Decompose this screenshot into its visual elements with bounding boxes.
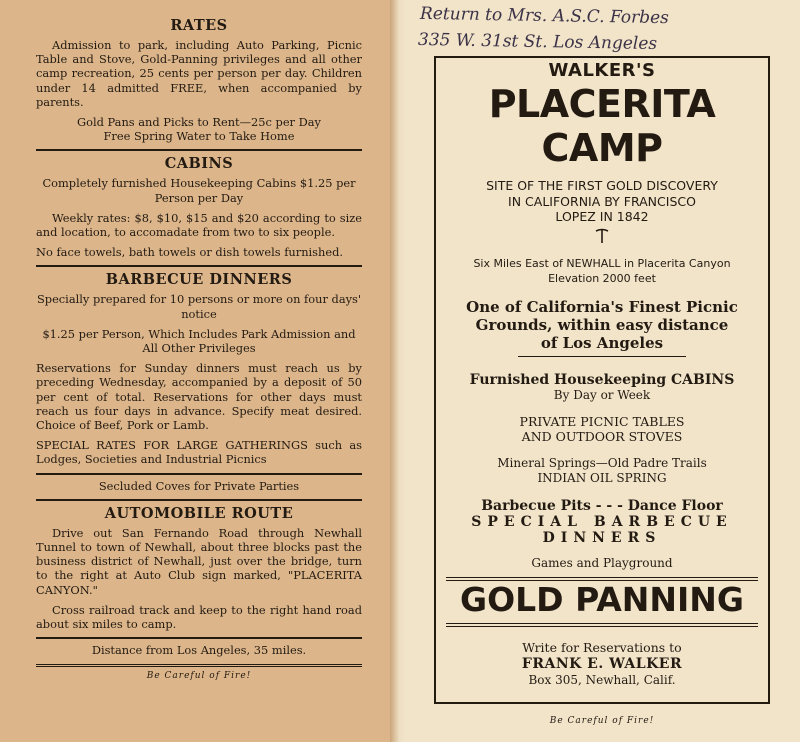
picnic-line: PRIVATE PICNIC TABLES <box>519 414 685 429</box>
route-heading: AUTOMOBILE ROUTE <box>104 504 294 522</box>
dinners-line: DINNERS <box>542 530 662 546</box>
handwritten-address-line: 335 W. 31st St. Los Angeles <box>417 29 658 55</box>
oil-spring-line: INDIAN OIL SPRING <box>537 471 667 485</box>
rates-admission-text: Admission to park, including Auto Parking, Picnic Table and Stove, Gold-Panning privileges and all other camp recreation, 25 cents per person per day. Children under 14 admitted FREE, when accompanied by parents. <box>36 38 362 109</box>
handwritten-return-line: Return to Mrs. A.S.C. Forbes <box>419 3 670 29</box>
elevation-line: Elevation 2000 feet <box>548 272 656 285</box>
rates-heading: RATES <box>170 17 228 34</box>
divider <box>36 149 362 151</box>
frank-walker-name: FRANK E. WALKER <box>521 656 683 672</box>
finest-picnic-text <box>434 298 770 352</box>
camp-title: CAMP <box>541 126 663 170</box>
picnic-line: AND OUTDOOR STOVES <box>521 429 683 444</box>
finest-line: One of California's Finest Picnic <box>466 298 738 316</box>
divider <box>36 499 362 501</box>
cabins-callout <box>434 372 770 402</box>
route-directions-text: Drive out San Fernando Road through Newhall Tunnel to town of Newhall, about three blocks past the business district of Newhall, just over the bridge, turn to the right at Auto Club sign marked, "PLACERITA CANYON." <box>36 525 362 597</box>
gold-panning-title: GOLD PANNING <box>460 580 744 619</box>
site-line: SITE OF THE FIRST GOLD DISCOVERY <box>486 178 718 193</box>
left-panel <box>0 0 392 742</box>
barbecue-price-text: $1.25 per Person, Which Includes Park Admission and All Other Privileges <box>42 326 356 356</box>
barbecue-heading: BARBECUE DINNERS <box>105 271 293 289</box>
finest-line: Grounds, within easy distance <box>475 316 729 334</box>
rates-gold-pans-text: Gold Pans and Picks to Rent—25c per Day <box>77 115 321 130</box>
gold-pan-icon <box>434 228 770 248</box>
finest-line: of Los Angeles <box>540 334 664 352</box>
route-railroad-text: Cross railroad track and keep to the right hand road about six miles to camp. <box>36 602 362 632</box>
divider <box>36 265 362 267</box>
placerita-title: PLACERITA <box>488 82 716 126</box>
games-line: Games and Playground <box>531 556 673 570</box>
springs-text <box>434 456 770 486</box>
barbecue-notice-text: Specially prepared for 10 persons or more on four days' notice <box>36 292 362 321</box>
location-line: Six Miles East of NEWHALL in Placerita Canyon <box>473 257 731 270</box>
cabins-towels-text: No face towels, bath towels or dish towels furnished. <box>36 245 344 260</box>
barbecue-reservations-text: Reservations for Sunday dinners must reach us by preceding Wednesday, accompanied by a deposit of 50 per cent of total. Reservations for other days must reach us four days in advance. Specify meat desired. Choice of Beef, Pork or Lamb. <box>36 361 362 433</box>
write-reservations-line: Write for Reservations to <box>522 640 682 655</box>
divider <box>36 664 362 667</box>
special-barbecue-line: SPECIAL BARBECUE <box>471 514 733 530</box>
address-line: Box 305, Newhall, Calif. <box>528 673 676 687</box>
barbecue-special-rates-text: SPECIAL RATES FOR LARGE GATHERINGS such as Lodges, Societies and Industrial Picnics <box>36 438 362 467</box>
barbecue-pits-line: Barbecue Pits - - - Dance Floor <box>481 498 723 514</box>
picnic-tables-text <box>434 414 770 444</box>
by-day-line: By Day or Week <box>553 388 651 402</box>
cabins-weekly-text: Weekly rates: $8, $10, $15 and $20 according to size and location, to accomadate from two to six people. <box>36 210 362 240</box>
furnished-cabins-line: Furnished Housekeeping CABINS <box>469 372 735 388</box>
site-line: IN CALIFORNIA BY FRANCISCO <box>508 193 696 209</box>
site-line: LOPEZ IN 1842 <box>555 209 649 224</box>
cabins-heading: CABINS <box>164 155 234 173</box>
right-footer-slogan: Be Careful of Fire! <box>549 716 655 726</box>
walkers-title: WALKER'S <box>548 60 656 81</box>
divider <box>518 356 686 357</box>
site-description <box>434 178 770 225</box>
divider <box>36 473 362 475</box>
rates-spring-water-text: Free Spring Water to Take Home <box>103 129 295 144</box>
cabins-price-text: Completely furnished Housekeeping Cabins $1.25 per Person per Day <box>42 176 356 205</box>
divider <box>36 637 362 639</box>
left-footer-slogan: Be Careful of Fire! <box>146 670 252 681</box>
location-text <box>434 256 770 286</box>
divider <box>446 623 758 627</box>
secluded-coves-text: Secluded Coves for Private Parties <box>98 478 300 493</box>
pick-icon <box>595 228 609 244</box>
distance-text: Distance from Los Angeles, 35 miles. <box>91 643 307 658</box>
mineral-springs-line: Mineral Springs—Old Padre Trails <box>497 456 707 470</box>
barbecue-callout <box>434 498 770 546</box>
